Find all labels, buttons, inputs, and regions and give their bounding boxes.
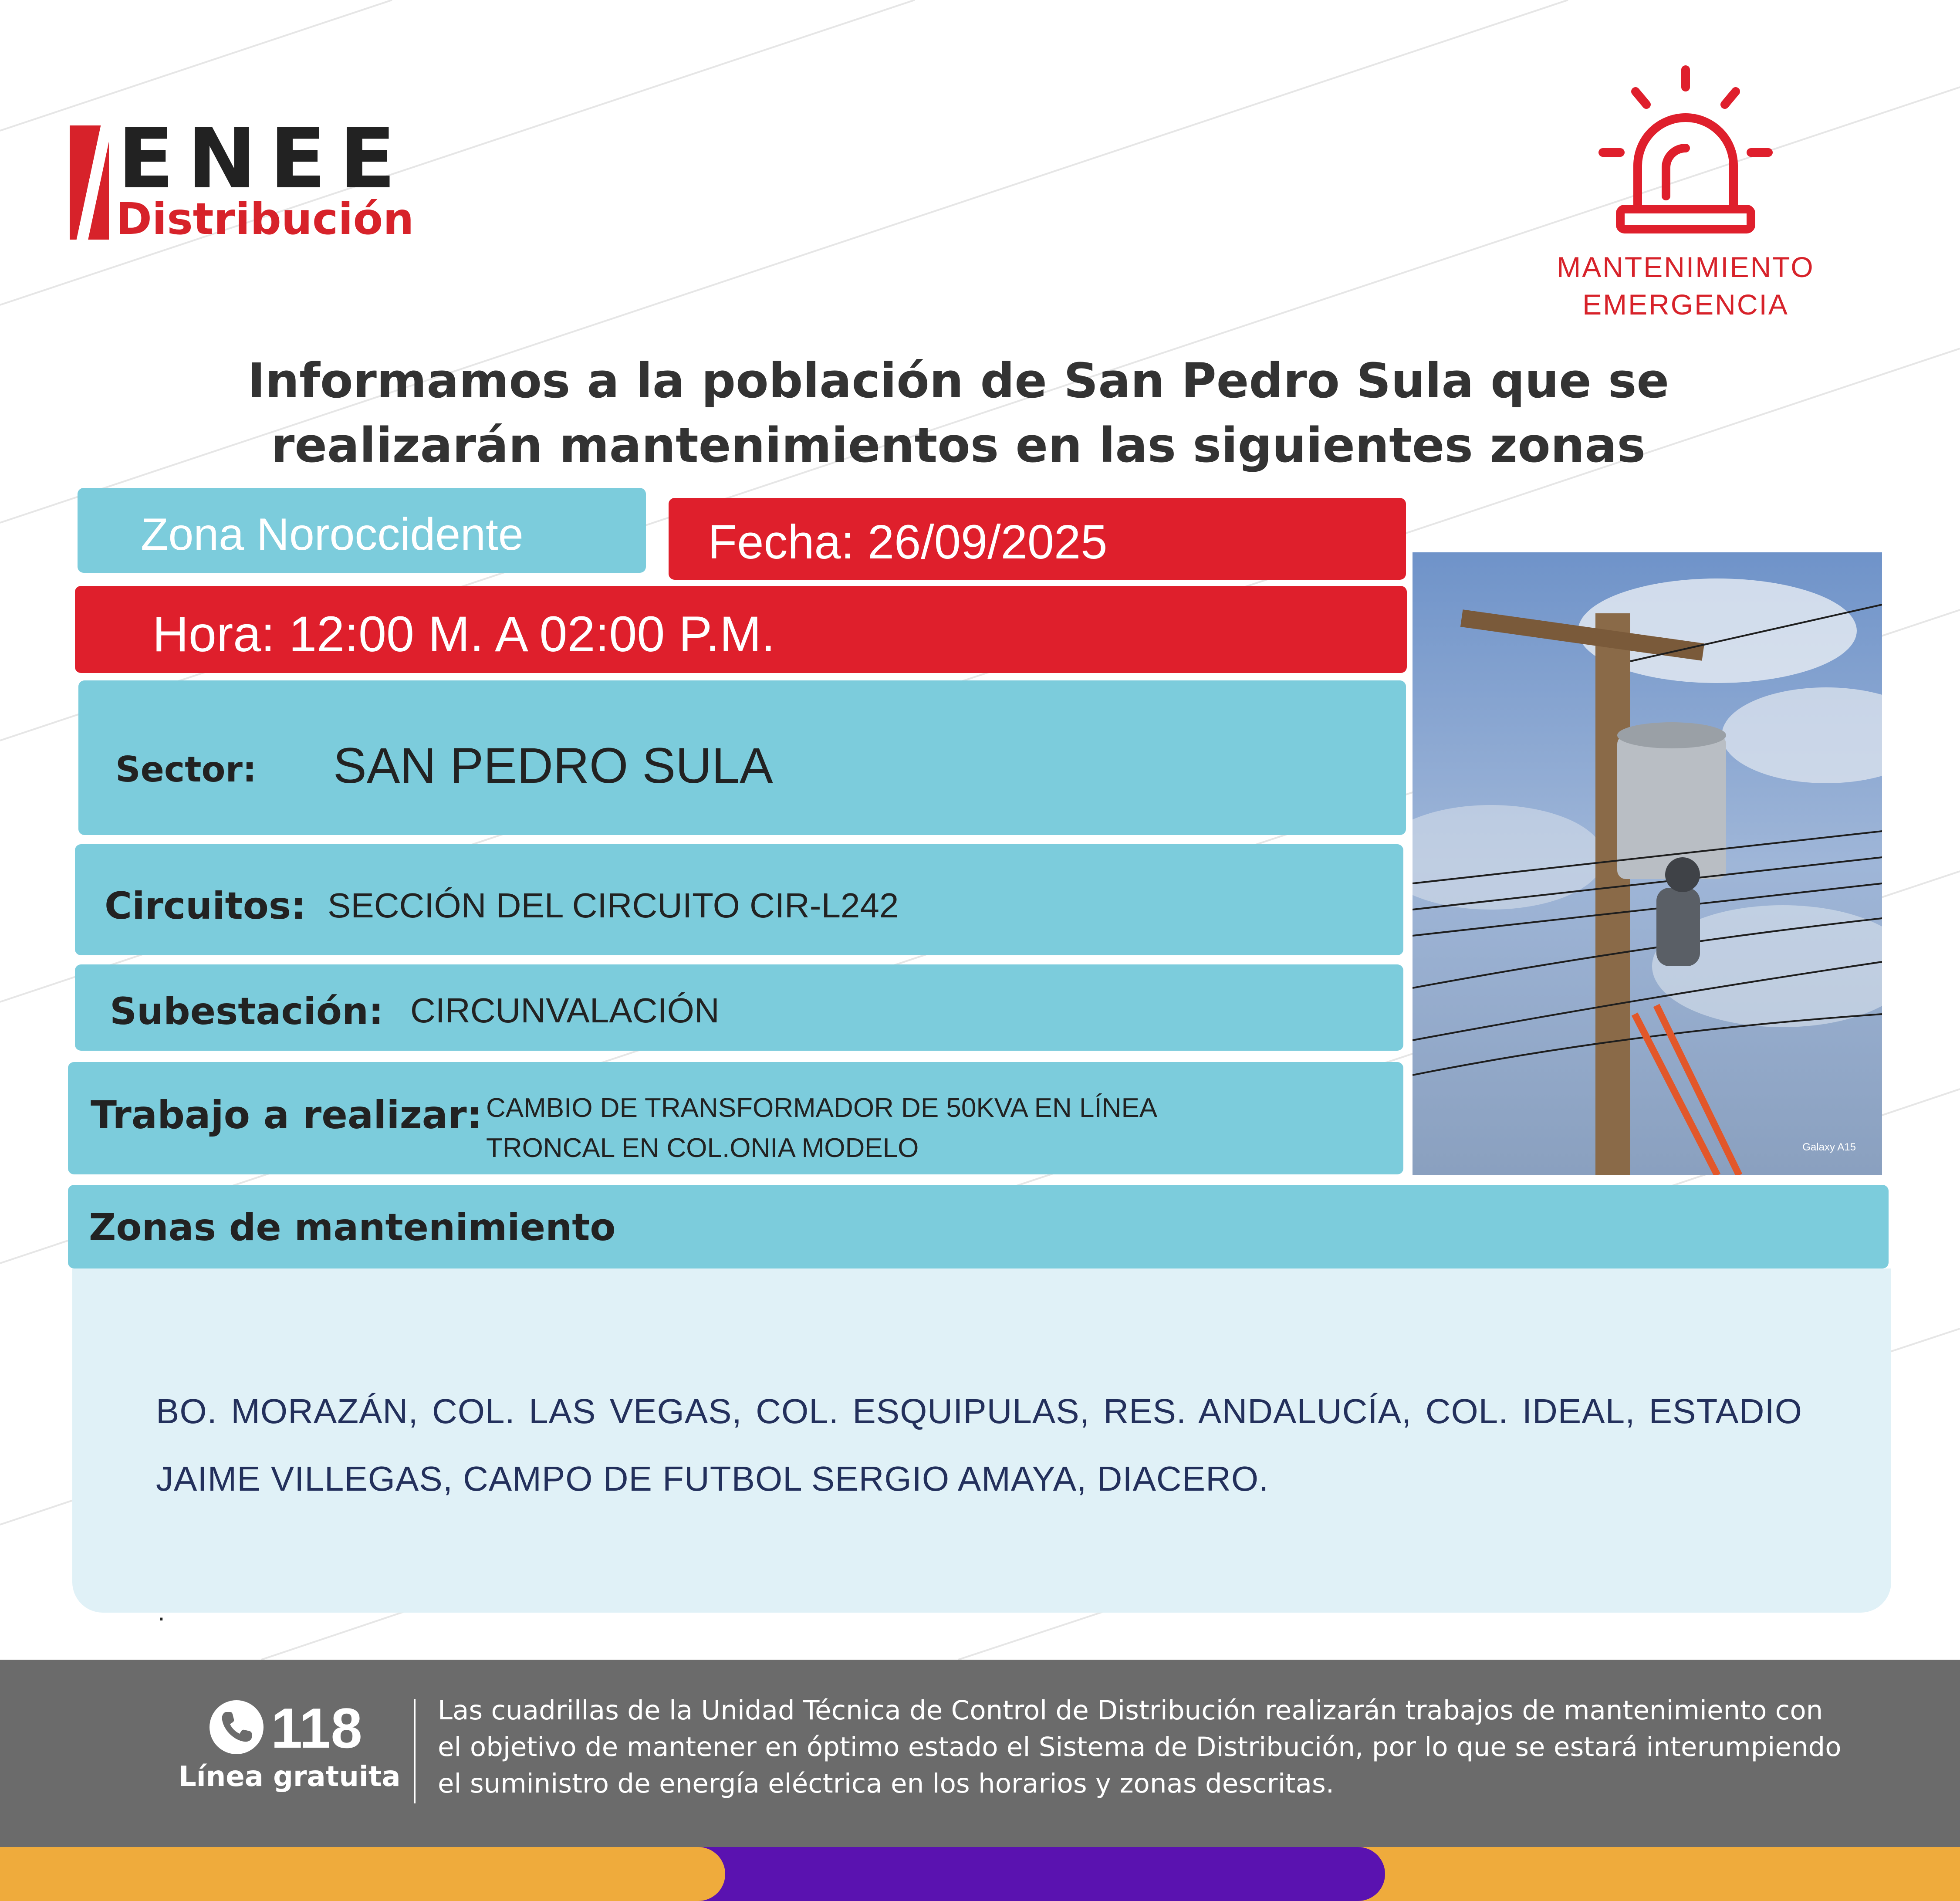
logo-wordmark: ENEE [118,111,409,207]
phone-label: Línea gratuita [179,1761,401,1793]
headline-line-1: Informamos a la población de San Pedro Sula que se [247,353,1669,409]
utility-pole-photo [1413,552,1882,1175]
circuits-row [75,844,1403,955]
phone-icon [208,1699,265,1756]
headline [87,348,1829,477]
work-line-2: TRONCAL EN COL.ONIA MODELO [486,1133,919,1163]
work-row [68,1062,1403,1174]
bottom-color-bar [0,1847,1960,1901]
substation-label: Subestación: [110,990,384,1033]
bottom-bar-orange [0,1847,725,1901]
work-description [486,1088,1314,1168]
date-badge [669,498,1406,580]
alert-label [1516,248,1855,323]
headline-line-2: realizarán mantenimientos en las siguientes zonas [271,417,1646,473]
date-label: Fecha: 26/09/2025 [708,515,1108,569]
maintenance-zones-list: BO. MORAZÁN, COL. LAS VEGAS, COL. ESQUIPULAS, RES. ANDALUCÍA, COL. IDEAL, ESTADIO JAIME VILLEGAS, CAMPO DE FUTBOL SERGIO AMAYA, DIACERO. [156,1392,1802,1498]
time-label: Hora: 12:00 M. A 02:00 P.M. [152,606,775,662]
utility-pole-illustration [1413,552,1882,1175]
maintenance-zones-header [68,1185,1889,1268]
enee-logo [65,111,449,248]
circuits-value: SECCIÓN DEL CIRCUITO CIR-L242 [328,886,899,925]
siren-icon [1594,65,1777,240]
substation-row [75,964,1403,1051]
maintenance-zones-body [72,1268,1891,1613]
logo-division: Distribución [116,193,414,244]
work-label: Trabajo a realizar: [91,1093,482,1137]
alert-line-2: EMERGENCIA [1582,288,1789,321]
zone-badge [78,488,646,573]
sector-row [78,680,1406,835]
circuits-label: Circuitos: [105,884,306,928]
zone-label: Zona Noroccidente [141,509,524,560]
work-line-1: CAMBIO DE TRANSFORMADOR DE 50KVA EN LÍNEA [486,1093,1158,1123]
logo-mark-icon [70,125,109,240]
maintenance-zones-title: Zonas de mantenimiento [89,1206,616,1249]
footer-divider [414,1699,416,1803]
bottom-bar-purple [697,1847,1385,1901]
footer-message-line-2: el objetivo de mantener en óptimo estado el Sistema de Distribución, por lo que se estará interumpiendo [438,1732,1842,1762]
footer [0,1660,1960,1847]
footer-message [438,1692,1875,1802]
sector-label: Sector: [115,749,257,790]
alert-line-1: MANTENIMIENTO [1557,251,1815,283]
photo-watermark: Galaxy A15 [1802,1141,1856,1153]
sector-value: SAN PEDRO SULA [333,738,773,794]
footnote-dot: . [158,1597,165,1626]
substation-value: CIRCUNVALACIÓN [410,991,720,1030]
footer-message-line-1: Las cuadrillas de la Unidad Técnica de Control de Distribución realizarán trabajos de mantenimiento con [438,1695,1823,1726]
phone-number[interactable]: 118 [271,1696,362,1760]
time-badge [75,586,1407,673]
footer-message-line-3: el suministro de energía eléctrica en los horarios y zonas descritas. [438,1768,1335,1799]
